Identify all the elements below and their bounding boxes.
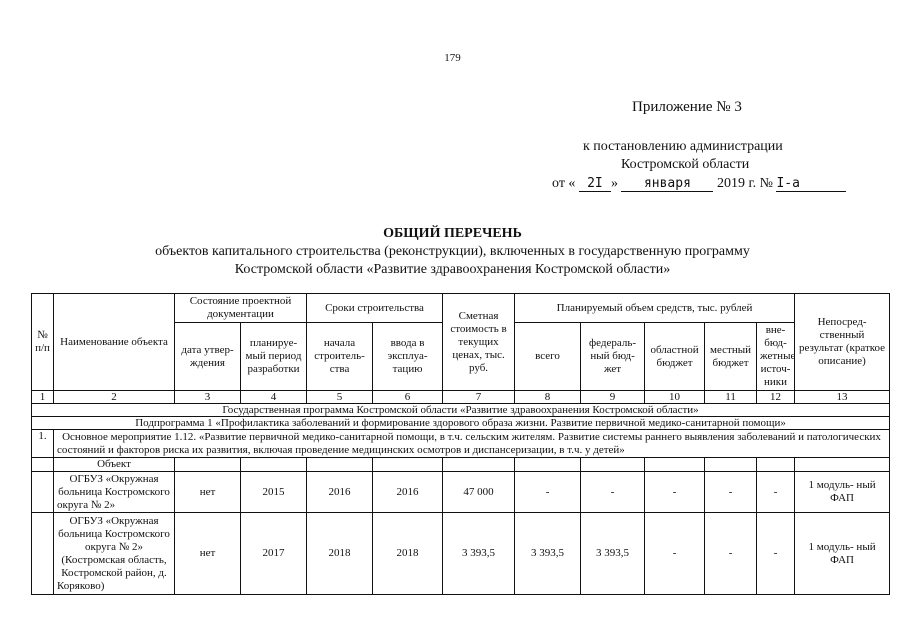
funds-regional: - xyxy=(645,513,705,595)
empty-cell xyxy=(515,458,581,472)
appendix-title: Приложение № 3 xyxy=(632,99,742,115)
header-planned-period: планируе- мый период разработки xyxy=(241,323,307,391)
header-local: местный бюджет xyxy=(705,323,757,391)
empty-cell xyxy=(757,458,795,472)
funds-total: - xyxy=(515,472,581,513)
header-federal: федераль- ный бюд- жет xyxy=(581,323,645,391)
page-number: 179 xyxy=(444,52,461,64)
decree-day: 2I xyxy=(579,176,611,192)
table-row xyxy=(32,472,890,513)
header-commission: ввода в эксплуа- тацию xyxy=(373,323,443,391)
header-approval-date: дата утвер- ждения xyxy=(175,323,241,391)
subprogram-row: Подпрограмма 1 «Профилактика заболеваний и формирование здорового образа жизни. Развитие первичной медико-санитарной помощи» xyxy=(32,417,890,430)
activity-description: Основное мероприятие 1.12. «Развитие первичной медико-санитарной помощи, в т.ч. сельским жителям. Развитие системы раннего выявления заболеваний и патологических состояний и факторов риска их развития, включая проведение медицинских осмотров и диспансеризации, в т.ч. у детей» xyxy=(54,430,890,458)
column-number: 11 xyxy=(705,391,757,404)
column-number: 12 xyxy=(757,391,795,404)
column-number: 8 xyxy=(515,391,581,404)
decree-line-2: Костромской области xyxy=(621,157,750,172)
decree-number: I-а xyxy=(776,176,846,192)
decree-line-1: к постановлению администрации xyxy=(583,139,783,154)
result-description: 1 модуль- ный ФАП xyxy=(795,513,890,595)
date-prefix: от « xyxy=(552,176,576,191)
planned-period: 2017 xyxy=(241,513,307,595)
funds-local: - xyxy=(705,513,757,595)
funds-regional: - xyxy=(645,472,705,513)
commission-year: 2018 xyxy=(373,513,443,595)
document-title: ОБЩИЙ ПЕРЕЧЕНЬ xyxy=(383,226,522,241)
header-num: № п/п xyxy=(32,294,54,391)
activity-number: 1. xyxy=(32,430,54,458)
empty-cell xyxy=(795,458,890,472)
funds-federal: - xyxy=(581,472,645,513)
column-number: 3 xyxy=(175,391,241,404)
column-number: 1 xyxy=(32,391,54,404)
result-description: 1 модуль- ный ФАП xyxy=(795,472,890,513)
funds-total: 3 393,5 xyxy=(515,513,581,595)
approval-date: нет xyxy=(175,472,241,513)
header-regional: областной бюджет xyxy=(645,323,705,391)
estimated-cost: 47 000 xyxy=(443,472,515,513)
header-start: начала строитель- ства xyxy=(307,323,373,391)
estimated-cost: 3 393,5 xyxy=(443,513,515,595)
header-offbudget: вне- бюд- жетные источ- ники xyxy=(757,323,795,391)
funds-offbudget: - xyxy=(757,472,795,513)
funds-local: - xyxy=(705,472,757,513)
column-number: 4 xyxy=(241,391,307,404)
empty-cell xyxy=(443,458,515,472)
empty-cell xyxy=(175,458,241,472)
object-name: ОГБУЗ «Окружная больница Костромского округа № 2» (Костромская область, Костромской район, д. Коряково) xyxy=(54,513,175,595)
column-number: 6 xyxy=(373,391,443,404)
column-number: 7 xyxy=(443,391,515,404)
column-number: 13 xyxy=(795,391,890,404)
header-name: Наименование объекта xyxy=(54,294,175,391)
commission-year: 2016 xyxy=(373,472,443,513)
object-label-num-cell xyxy=(32,458,54,472)
empty-cell xyxy=(241,458,307,472)
header-planned-funds: Планируемый объем средств, тыс. рублей xyxy=(515,294,795,323)
empty-cell xyxy=(705,458,757,472)
construction-start: 2018 xyxy=(307,513,373,595)
empty-cell xyxy=(307,458,373,472)
planned-period: 2015 xyxy=(241,472,307,513)
approval-date: нет xyxy=(175,513,241,595)
objects-table xyxy=(31,293,890,595)
object-name: ОГБУЗ «Окружная больница Костромского округа № 2» xyxy=(54,472,175,513)
empty-cell xyxy=(581,458,645,472)
header-construction-period: Сроки строительства xyxy=(307,294,443,323)
decree-date-line xyxy=(552,176,846,192)
row-num-cell xyxy=(32,472,54,513)
column-number: 5 xyxy=(307,391,373,404)
construction-start: 2016 xyxy=(307,472,373,513)
program-row: Государственная программа Костромской области «Развитие здравоохранения Костромской области» xyxy=(32,404,890,417)
document-subtitle-line-2: Костромской области «Развитие здравоохранения Костромской области» xyxy=(234,262,671,277)
header-estimated-cost: Сметная стоимость в текущих ценах, тыс. руб. xyxy=(443,294,515,391)
column-number: 9 xyxy=(581,391,645,404)
table-row xyxy=(32,513,890,595)
decree-month: января xyxy=(621,176,713,192)
funds-federal: 3 393,5 xyxy=(581,513,645,595)
column-number: 10 xyxy=(645,391,705,404)
object-label: Объект xyxy=(54,458,175,472)
date-day-close: » xyxy=(610,176,618,191)
empty-cell xyxy=(645,458,705,472)
empty-cell xyxy=(373,458,443,472)
funds-offbudget: - xyxy=(757,513,795,595)
date-year-suffix: 2019 г. № xyxy=(716,176,773,191)
header-doc-state: Состояние проектной документации xyxy=(175,294,307,323)
header-result: Непосред- ственный результат (краткое описание) xyxy=(795,294,890,391)
column-number: 2 xyxy=(54,391,175,404)
header-total: всего xyxy=(515,323,581,391)
row-num-cell xyxy=(32,513,54,595)
document-subtitle-line-1: объектов капитального строительства (реконструкции), включенных в государственную программу xyxy=(155,244,750,259)
